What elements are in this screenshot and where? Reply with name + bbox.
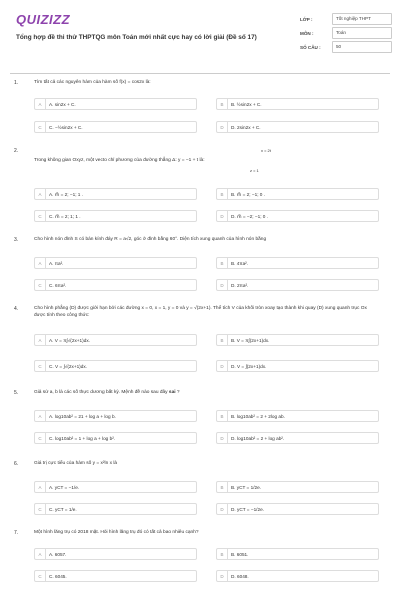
question-text: Trong không gian Oxyz, một vecto chỉ phương của đường thẳng Δ: y = −1 + t là: — [34, 158, 205, 163]
option-letter: D — [217, 211, 228, 222]
option-letter: A — [35, 99, 46, 110]
option-text: C. −½sin2x + C. — [49, 125, 83, 130]
option-text: D. m⃗ = −2; −1; 0 . — [231, 214, 269, 219]
option-letter: C — [35, 122, 46, 133]
option-text: A. m⃗ = 2; −1; 1 . — [49, 192, 84, 197]
equation-line-x: x = 2t — [261, 148, 271, 153]
option-text: C. yCT = 1/e. — [49, 507, 77, 512]
question-text: Tìm tất cả các nguyên hàm của hàm số f(x) = cos2x là: — [34, 80, 151, 85]
question-text: Cho hình nón đỉnh S có bán kính đáy R = a√2, góc ở đỉnh bằng 60°. Diện tích xung quanh của hình nón bằng — [34, 237, 267, 242]
option-a[interactable] — [34, 548, 197, 560]
option-c[interactable] — [34, 210, 197, 222]
option-letter: A — [35, 189, 46, 200]
option-text: B. yCT = 1/2e. — [231, 485, 262, 490]
question-number: 3. — [14, 237, 19, 243]
option-a[interactable] — [34, 334, 197, 346]
option-letter: A — [35, 258, 46, 269]
option-a[interactable] — [34, 98, 197, 110]
option-d[interactable] — [216, 360, 379, 372]
option-text: A. V = π∫√(2x+1)dx. — [49, 338, 90, 343]
option-text: D. 2sin2x + C. — [231, 125, 261, 130]
option-c[interactable] — [34, 432, 197, 444]
meta-value: Tốt nghiệp THPT — [332, 13, 392, 25]
option-text: A. πa². — [49, 261, 64, 266]
meta-label: MÔN : — [300, 30, 314, 36]
question-text: Một hình lăng trụ có 2018 mặt. Hỏi hình lăng trụ đó có tất cả bao nhiêu cạnh? — [34, 530, 199, 535]
meta-label: SỐ CÂU : — [300, 44, 321, 50]
option-a[interactable] — [34, 481, 197, 493]
option-c[interactable] — [34, 570, 197, 582]
option-letter: A — [35, 411, 46, 422]
option-letter: B — [217, 189, 228, 200]
option-text: C. m⃗ = 2; 1; 1 . — [49, 214, 81, 219]
question-number: 2. — [14, 148, 19, 154]
question-text: Cho hình phẳng (D) được giới hạn bởi các đường x = 0, x = 1, y = 0 và y = √(2x+1). Thể tích V của khối tròn xoay tạo thành khi quay (D) xung quanh trục Ox được tính theo công thức: — [34, 306, 367, 318]
option-text: B. V = π∫(2x+1)dx. — [231, 338, 270, 343]
option-c[interactable] — [34, 121, 197, 133]
option-a[interactable] — [34, 188, 197, 200]
option-text: B. m⃗ = 2; −1; 0 . — [231, 192, 266, 197]
option-d[interactable] — [216, 570, 379, 582]
option-text: A. log10ab² = 21 + log a + log b. — [49, 414, 116, 419]
option-b[interactable] — [216, 98, 379, 110]
option-text: D. 2πa². — [231, 283, 249, 288]
option-d[interactable] — [216, 121, 379, 133]
meta-value: Toán — [332, 27, 392, 39]
option-letter: D — [217, 122, 228, 133]
option-c[interactable] — [34, 360, 197, 372]
option-text: B. log10ab² = 2 + 2log ab. — [231, 414, 285, 419]
option-b[interactable] — [216, 257, 379, 269]
question-text-emphasis: sai — [168, 390, 176, 395]
question-text-suffix: ? — [175, 390, 180, 395]
option-letter: B — [217, 549, 228, 560]
meta-row-class — [300, 12, 392, 26]
option-d[interactable] — [216, 279, 379, 291]
option-letter: A — [35, 482, 46, 493]
option-text: C. V = ∫√(2x+1)dx. — [49, 364, 87, 369]
document-header — [0, 0, 400, 70]
option-text: C. 6πa². — [49, 283, 67, 288]
option-text: C. log10ab² = 1 + log a + log b². — [49, 436, 116, 441]
option-b[interactable] — [216, 481, 379, 493]
question-number: 4. — [14, 306, 19, 312]
option-letter: A — [35, 549, 46, 560]
option-letter: B — [217, 411, 228, 422]
option-text: B. 4πa². — [231, 261, 249, 266]
option-text: A. 6057. — [49, 552, 67, 557]
option-text: D. yCT = −1/2e. — [231, 507, 265, 512]
question-number: 1. — [14, 80, 19, 86]
meta-label: LỚP : — [300, 16, 313, 22]
option-letter: A — [35, 335, 46, 346]
option-text: A. yCT = −1/e. — [49, 485, 80, 490]
option-letter: D — [217, 571, 228, 582]
option-text: B. ½sin2x + C. — [231, 102, 262, 107]
option-a[interactable] — [34, 410, 197, 422]
meta-row-count — [300, 40, 392, 54]
option-text: D. log10ab² = 2 + log ab². — [231, 436, 285, 441]
option-letter: B — [217, 258, 228, 269]
meta-value: 50 — [332, 41, 392, 53]
option-letter: D — [217, 280, 228, 291]
option-a[interactable] — [34, 257, 197, 269]
option-text: D. 6048. — [231, 574, 249, 579]
option-d[interactable] — [216, 503, 379, 515]
option-letter: B — [217, 99, 228, 110]
equation-line-z: z = 1 — [250, 168, 259, 173]
option-letter: C — [35, 211, 46, 222]
quizizz-logo: QUIZIZZ — [16, 12, 71, 27]
option-letter: C — [35, 571, 46, 582]
option-d[interactable] — [216, 432, 379, 444]
option-letter: D — [217, 433, 228, 444]
document-title: Tổng hợp đề thi thử THPTQG môn Toán mới nhất cực hay có lời giải (Đề số 17) — [16, 34, 257, 41]
option-c[interactable] — [34, 503, 197, 515]
option-b[interactable] — [216, 548, 379, 560]
option-letter: B — [217, 482, 228, 493]
header-divider — [10, 73, 390, 74]
option-b[interactable] — [216, 334, 379, 346]
option-text: A. sin2x + C. — [49, 102, 76, 107]
option-letter: D — [217, 361, 228, 372]
question-number: 6. — [14, 461, 19, 467]
question-number: 7. — [14, 530, 19, 536]
option-text: B. 6051. — [231, 552, 249, 557]
option-b[interactable] — [216, 410, 379, 422]
question-text: Giá trị cực tiểu của hàm số y = x²ln x là — [34, 461, 118, 466]
option-text: C. 6045. — [49, 574, 67, 579]
meta-table — [300, 12, 392, 54]
option-text: D. V = ∫(2x+1)dx. — [231, 364, 267, 369]
option-letter: C — [35, 504, 46, 515]
option-letter: C — [35, 433, 46, 444]
option-letter: B — [217, 335, 228, 346]
option-letter: C — [35, 361, 46, 372]
option-c[interactable] — [34, 279, 197, 291]
question-text-prefix: Giả sử a, b là các số thực dương bất kỳ. Mệnh đề nào sau đây — [34, 390, 169, 395]
question-number: 5. — [14, 390, 19, 396]
question-text — [34, 390, 374, 397]
option-letter: D — [217, 504, 228, 515]
meta-row-subject — [300, 26, 392, 40]
option-b[interactable] — [216, 188, 379, 200]
option-d[interactable] — [216, 210, 379, 222]
option-letter: C — [35, 280, 46, 291]
